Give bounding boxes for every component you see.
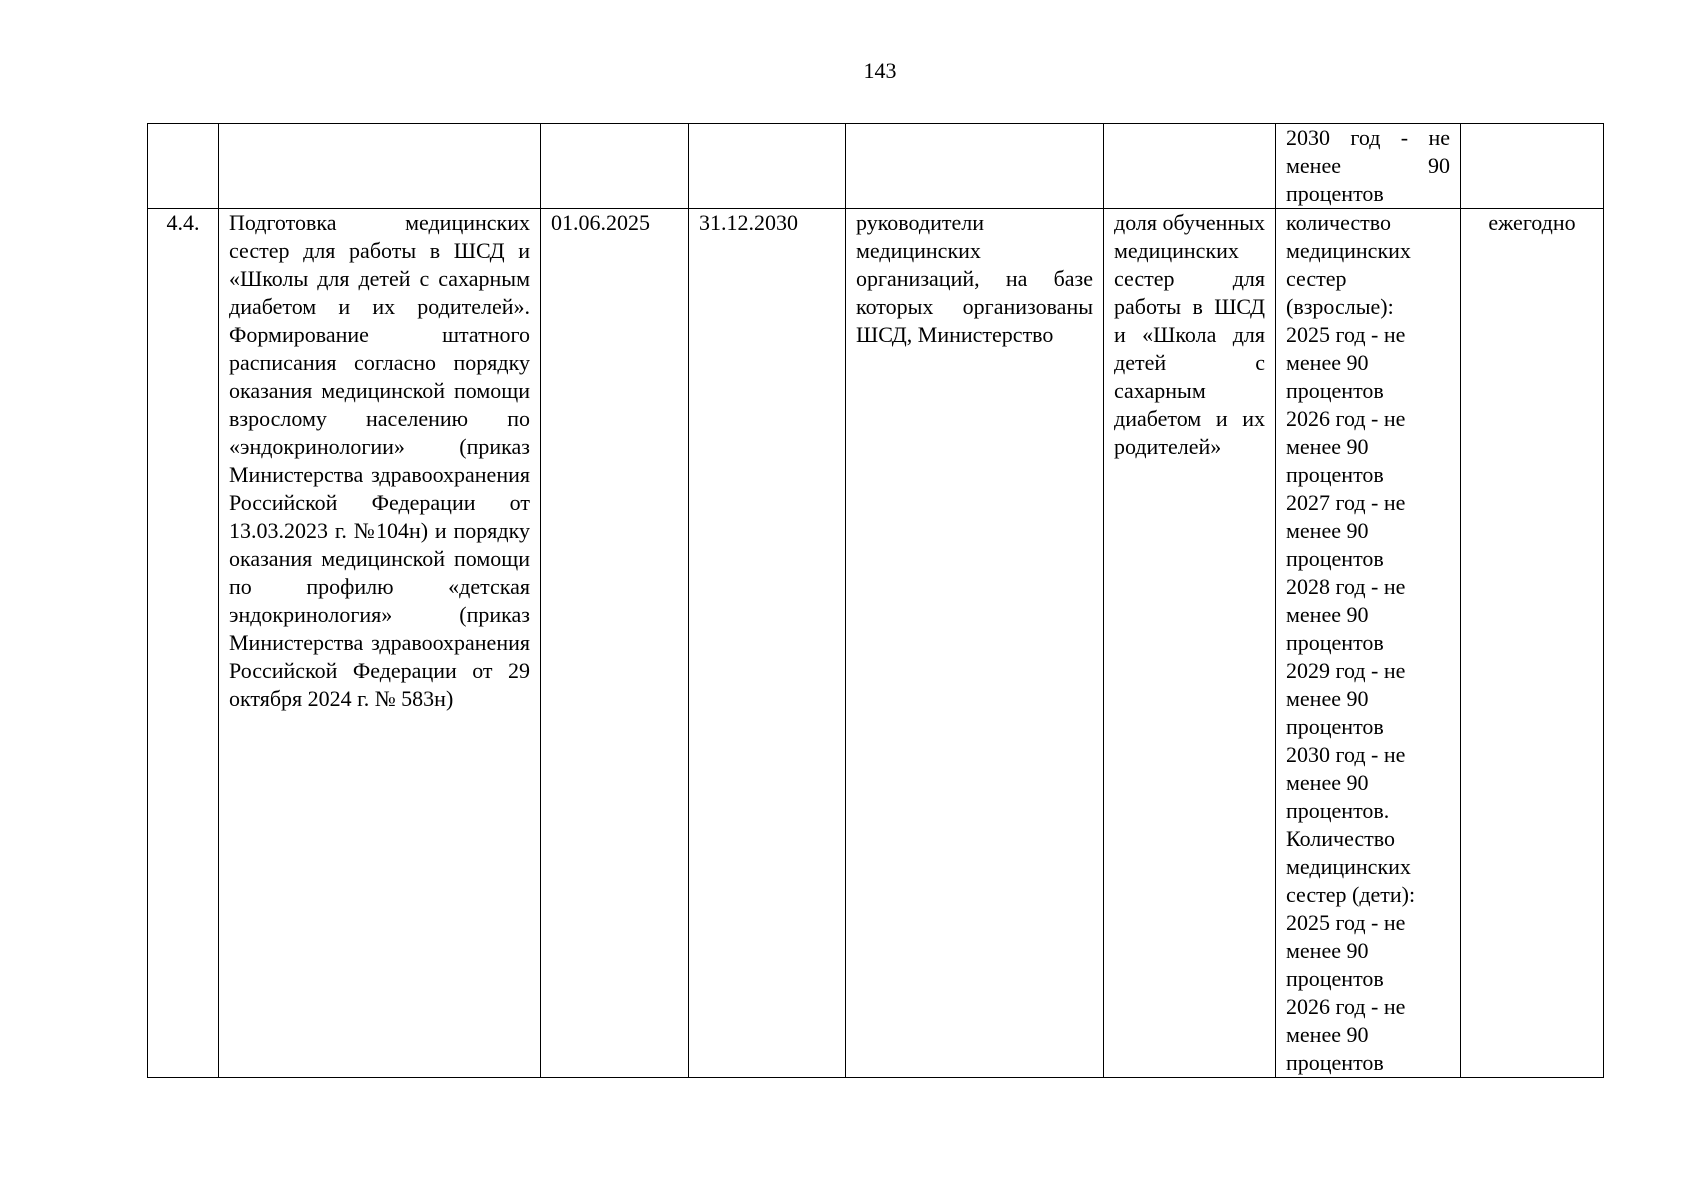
page-number: 143 [863,58,897,83]
cell-responsible: руководители медицинских организаций, на базе которых организованы ШСД, Министерство [846,209,1104,1078]
measures-table [147,123,1604,1078]
cell-num: 4.4. [148,209,219,1078]
cell-end-date: 31.12.2030 [689,209,846,1078]
cell-target: 2030 год - не менее 90 процентов [1276,124,1461,209]
cell-num [148,124,219,209]
cell-description [219,124,541,209]
cell-responsible [846,124,1104,209]
cell-indicator: доля обученных медицинских сестер для работы в ШСД и «Школа для детей с сахарным диабетом и их родителей» [1104,209,1276,1078]
cell-description: Подготовка медицинских сестер для работы в ШСД и «Школы для детей с сахарным диабетом и их родителей». Формирование штатного расписания согласно порядку оказания медицинской помощи взрослому населению по «эндокринологии» (приказ Министерства здравоохранения Российской Федерации от 13.03.2023 г. №104н) и порядку оказания медицинской помощи по профилю «детская эндокринология» (приказ Министерства здравоохранения Российской Федерации от 29 октября 2024 г. № 583н) [219,209,541,1078]
cell-start-date: 01.06.2025 [541,209,689,1078]
cell-frequency: ежегодно [1461,209,1604,1078]
table-row [148,209,1604,1078]
cell-frequency [1461,124,1604,209]
cell-end-date [689,124,846,209]
cell-start-date [541,124,689,209]
cell-indicator [1104,124,1276,209]
table-row [148,124,1604,209]
cell-target: количество медицинских сестер (взрослые): 2025 год - не менее 90 процентов 2026 год - не менее 90 процентов 2027 год - не менее 90 процентов 2028 год - не менее 90 процентов 2029 год - не менее 90 процентов 2030 год - не менее 90 процентов. Количество медицинских сестер (дети): 2025 год - не менее 90 процентов 2026 год - не менее 90 процентов [1276,209,1461,1078]
